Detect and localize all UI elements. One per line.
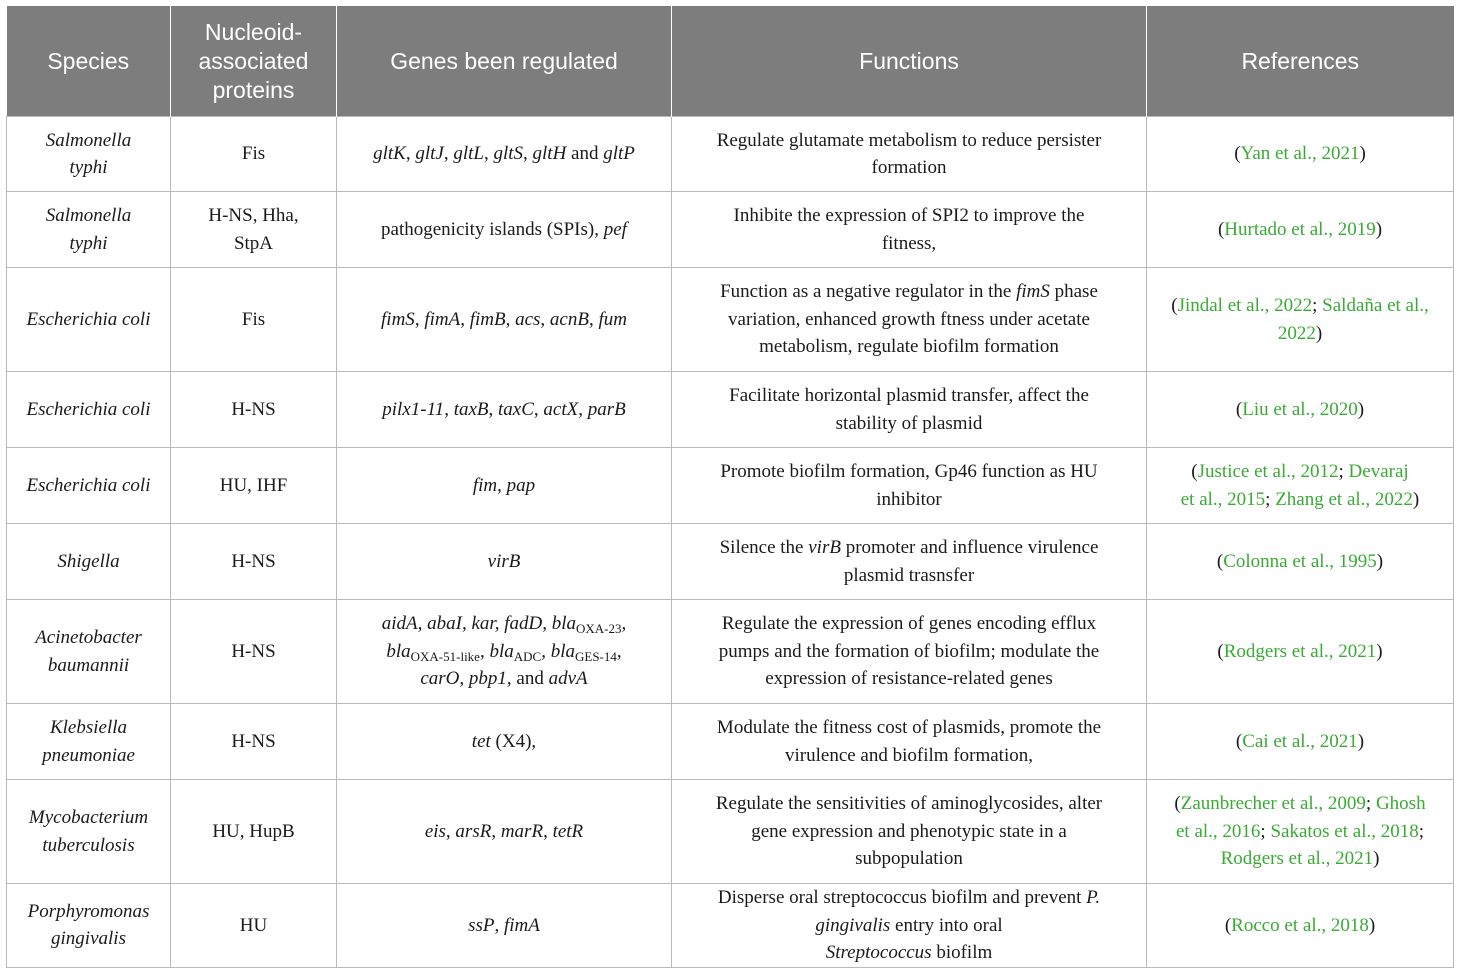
function-cell [672,192,1147,268]
table-row [7,117,1454,192]
genes-cell [337,268,672,372]
species-cell [7,448,171,524]
gene-name: tet [471,730,491,752]
gene-name: acnB [549,308,589,330]
reference-cell [1147,884,1454,968]
protein-cell [171,524,337,600]
species-name: Mycobacterium [28,807,149,828]
function-text: pumps and the formation of biofilm; modulate the [718,640,1100,662]
gene-name: taxC [498,398,534,420]
gene-name: fimB [469,308,506,330]
header-functions: Functions [672,6,1147,117]
function-text: plasmid trasnsfer [843,564,975,586]
species-name: Salmonella [45,205,132,226]
gene-name: fimS [381,308,415,330]
gene-name: marR [500,820,544,842]
header-proteins [171,6,337,117]
function-text: inhibitor [876,488,942,510]
species-name: Escherichia coli [26,474,151,496]
gene-separator: , [443,143,454,165]
function-text: stability of plasmid [835,412,983,434]
function-cell [672,117,1147,192]
genes-cell [337,780,672,884]
reference-link[interactable]: Colonna et al., 1995 [1223,550,1377,572]
gene-separator: , [616,640,622,662]
species-cell [7,704,171,780]
gene-name: gltJ [415,143,444,165]
protein-name: HU, HupB [212,820,295,842]
species-name: Klebsiella [49,717,128,738]
reference-punct: ( [1191,461,1198,482]
table-row [7,780,1454,884]
protein-name: H-NS, Hha, [208,205,299,226]
gene-separator: , [540,308,550,330]
reference-link[interactable]: et al., 2016 [1175,820,1261,842]
gene-separator: , [414,308,425,330]
species-cell [7,192,171,268]
header-references: References [1147,6,1454,117]
protein-cell [171,600,337,704]
protein-name: H-NS [231,398,276,420]
gene-name: arsR [455,820,492,842]
gene-name: pef [603,218,627,240]
gene-name: gltP [603,143,635,165]
genes-cell [337,117,672,192]
reference-cell [1147,268,1454,372]
species-name: baumannii [47,654,130,676]
species-name: typhi [69,157,108,178]
gene-name: fim [472,474,498,496]
species-cell [7,600,171,704]
reference-link[interactable]: Hurtado et al., 2019 [1224,218,1376,240]
table-row [7,704,1454,780]
gene-name: parB [587,398,626,420]
gene-separator: and [566,143,604,165]
function-text: Modulate the fitness cost of plasmids, promote the [716,717,1102,738]
reference-punct: ) [1357,730,1365,752]
reference-cell [1147,117,1454,192]
protein-cell [171,192,337,268]
table-body [7,117,1454,968]
reference-link[interactable]: Rodgers et al., 2021 [1220,848,1374,870]
reference-punct: ( [1235,398,1243,420]
species-name: Salmonella [45,129,132,151]
gene-name: tetR [552,820,584,842]
gene-separator: , [621,613,627,635]
reference-punct: ) [1412,488,1420,510]
function-text: fitness, [881,232,937,254]
gene-separator: , [588,308,599,330]
reference-punct: ( [1174,793,1181,815]
gene-name: carO, pbp1 [420,668,507,690]
gene-separator: , [483,143,494,165]
table-row [7,884,1454,968]
reference-link[interactable]: Jindal et al., 2022 [1177,295,1313,316]
gene-subscript: OXA-51-like [410,648,480,664]
header-genes: Genes been regulated [337,6,672,117]
header-row [7,6,1454,117]
protein-cell [171,884,337,968]
gene-name: eis [424,820,446,842]
table-row [7,600,1454,704]
gene-name: gltL [453,143,484,165]
gene-separator: , [543,820,553,842]
function-text: Facilitate horizontal plasmid transfer, affect the [729,385,1089,406]
reference-punct: ( [1171,295,1178,316]
gene-separator: , [445,820,456,842]
protein-name: H-NS [231,550,276,572]
reference-punct: ) [1357,398,1365,420]
reference-punct: ( [1217,218,1225,240]
function-text: subpopulation [855,848,963,870]
reference-punct: ) [1376,550,1384,572]
reference-link[interactable]: Sakatos et al., 2018 [1270,820,1419,842]
reference-punct: ; [1418,820,1425,842]
protein-name: Fis [241,308,266,330]
table-row [7,268,1454,372]
gene-separator: , [491,820,501,842]
function-text: formation [871,157,947,178]
reference-link[interactable]: Saldaña et al., [1322,295,1429,316]
gene-name: advA [548,668,588,690]
protein-cell [171,780,337,884]
header-proteins-line: proteins [212,76,295,103]
gene-name: gltK [373,143,406,165]
function-text: Inhibite the expression of SPI2 to improve the [733,205,1085,226]
reference-punct: ) [1359,143,1366,165]
gene-separator: , [533,398,544,420]
protein-cell [171,704,337,780]
function-text: gene expression and phenotypic state in a [751,820,1067,842]
reference-cell [1147,448,1454,524]
function-text: biofilm [931,942,993,963]
reference-punct: ) [1373,848,1380,870]
reference-link[interactable]: Rodgers et al., 2021 [1223,640,1377,662]
species-name: Porphyromonas [27,900,150,922]
gene-name: bla [550,640,575,662]
table-row [7,524,1454,600]
function-cell [672,884,1147,968]
reference-link[interactable]: Devaraj [1348,461,1409,482]
gene-name: fum [598,308,627,330]
table-row [7,448,1454,524]
species-cell [7,268,171,372]
reference-punct: ( [1216,550,1224,572]
gene-name: pilx1-11 [382,398,445,420]
function-text: Silence the [719,537,809,558]
header-proteins-line: associated [198,47,309,74]
protein-name: HU, IHF [219,474,288,496]
species-cell [7,780,171,884]
gene-name: actX [543,398,579,420]
gene-separator: (X4), [490,730,537,752]
species-cell [7,884,171,968]
genes-cell [337,192,672,268]
reference-cell [1147,372,1454,448]
reference-cell [1147,524,1454,600]
nap-table [6,6,1454,968]
reference-punct: ) [1315,322,1323,344]
reference-link[interactable]: Ghosh [1375,793,1426,815]
protein-cell [171,448,337,524]
reference-punct: ( [1217,640,1224,662]
reference-link[interactable]: Rocco et al., 2018 [1231,914,1369,936]
function-italic: P. [1086,887,1101,908]
reference-link[interactable]: Justice et al., 2012 [1197,461,1339,482]
reference-cell [1147,600,1454,704]
gene-subscript: ADC [513,648,542,664]
function-cell [672,448,1147,524]
protein-cell [171,268,337,372]
gene-separator: , [494,914,504,936]
function-cell [672,524,1147,600]
function-text: metabolism, regulate biofilm formation [759,336,1059,358]
species-name: gingivalis [51,928,126,950]
reference-punct: ; [1265,488,1276,510]
header-proteins-line: Nucleoid- [204,18,303,45]
reference-link[interactable]: et al., 2015 [1180,488,1266,510]
function-cell [672,268,1147,372]
reference-punct: ( [1235,730,1243,752]
gene-name: acs [515,308,541,330]
gene-name: pap [506,474,536,496]
function-text: Disperse oral streptococcus biofilm and prevent [717,887,1087,908]
function-text: promoter and influence virulence [840,537,1099,558]
species-name: Shigella [57,550,120,572]
protein-name: HU [239,914,268,936]
gene-separator: , [444,398,454,420]
function-cell [672,780,1147,884]
genes-cell [337,524,672,600]
reference-punct: ) [1376,640,1383,662]
gene-separator: , [578,398,588,420]
reference-cell [1147,704,1454,780]
function-italic: Streptococcus [825,942,932,963]
function-text: entry into oral [890,914,1003,936]
function-text: virulence and biofilm formation, [785,744,1033,766]
species-name: Escherichia coli [26,308,151,330]
genes-cell [337,448,672,524]
protein-name: Fis [241,143,266,165]
reference-punct: ; [1260,820,1271,842]
gene-name: bla [489,640,514,662]
gene-name: bla [386,640,411,662]
genes-cell [337,600,672,704]
gene-name: fimA [504,914,540,936]
gene-separator: , [523,143,533,165]
species-name: tuberculosis [42,834,135,856]
protein-cell [171,117,337,192]
function-text: Function as a negative regulator in the [720,281,1017,303]
reference-punct: ) [1368,914,1376,936]
reference-link[interactable]: 2022 [1277,322,1316,344]
reference-cell [1147,780,1454,884]
reference-punct: ( [1234,143,1241,165]
function-text: Regulate the expression of genes encoding efflux [721,613,1097,635]
gene-subscript: GES-14 [574,648,617,664]
table-row [7,372,1454,448]
species-cell [7,117,171,192]
table-row [7,192,1454,268]
gene-separator: , [541,640,551,662]
genes-cell [337,884,672,968]
function-text: phase [1049,281,1098,303]
reference-cell [1147,192,1454,268]
gene-separator: , [479,640,490,662]
reference-punct: ; [1365,793,1376,815]
gene-name: fimA [424,308,461,330]
gene-separator: pathogenicity islands (SPIs), [381,218,604,240]
function-italic: gingivalis [815,914,891,936]
function-text: Regulate glutamate metabolism to reduce persister [716,129,1102,151]
species-name: Escherichia coli [26,398,151,420]
function-cell [672,372,1147,448]
species-name: Acinetobacter [35,627,142,648]
protein-name: H-NS [231,730,276,752]
gene-name: virB [487,550,521,572]
gene-separator: , and [506,668,549,690]
function-cell [672,600,1147,704]
function-italic: virB [808,537,841,558]
gene-name: aidA, abaI, kar, fadD, bla [381,613,576,635]
species-cell [7,524,171,600]
gene-subscript: OXA-23 [575,621,622,637]
genes-cell [337,372,672,448]
reference-link[interactable]: Yan et al., 2021 [1240,143,1360,165]
gene-name: gltS [493,143,524,165]
reference-link[interactable]: Cai et al., 2021 [1242,730,1358,752]
species-name: pneumoniae [42,744,135,766]
reference-link[interactable]: Zaunbrecher et al., 2009 [1180,793,1366,815]
reference-punct: ; [1312,295,1323,316]
genes-cell [337,704,672,780]
function-text: Promote biofilm formation, Gp46 function as HU [720,461,1098,482]
function-text: variation, enhanced growth ftness under acetate [728,308,1090,330]
header-species: Species [7,6,171,117]
gene-name: ssP [468,914,495,936]
gene-separator: , [497,474,507,496]
reference-punct: ; [1338,461,1349,482]
reference-punct: ( [1224,914,1232,936]
gene-separator: , [460,308,470,330]
species-name: typhi [69,232,108,254]
function-text: Regulate the sensitivities of aminoglycosides, alter [715,793,1103,815]
function-cell [672,704,1147,780]
reference-punct: ) [1375,218,1383,240]
protein-name: StpA [233,232,274,254]
protein-name: H-NS [231,640,276,662]
function-italic: fimS [1016,281,1050,303]
gene-separator: , [488,398,499,420]
reference-link[interactable]: Zhang et al., 2022 [1275,488,1413,510]
species-cell [7,372,171,448]
gene-name: taxB [453,398,489,420]
gene-separator: , [505,308,516,330]
reference-link[interactable]: Liu et al., 2020 [1242,398,1358,420]
gene-separator: , [405,143,416,165]
protein-cell [171,372,337,448]
gene-name: gltH [532,143,567,165]
function-text: expression of resistance-related genes [765,668,1053,690]
